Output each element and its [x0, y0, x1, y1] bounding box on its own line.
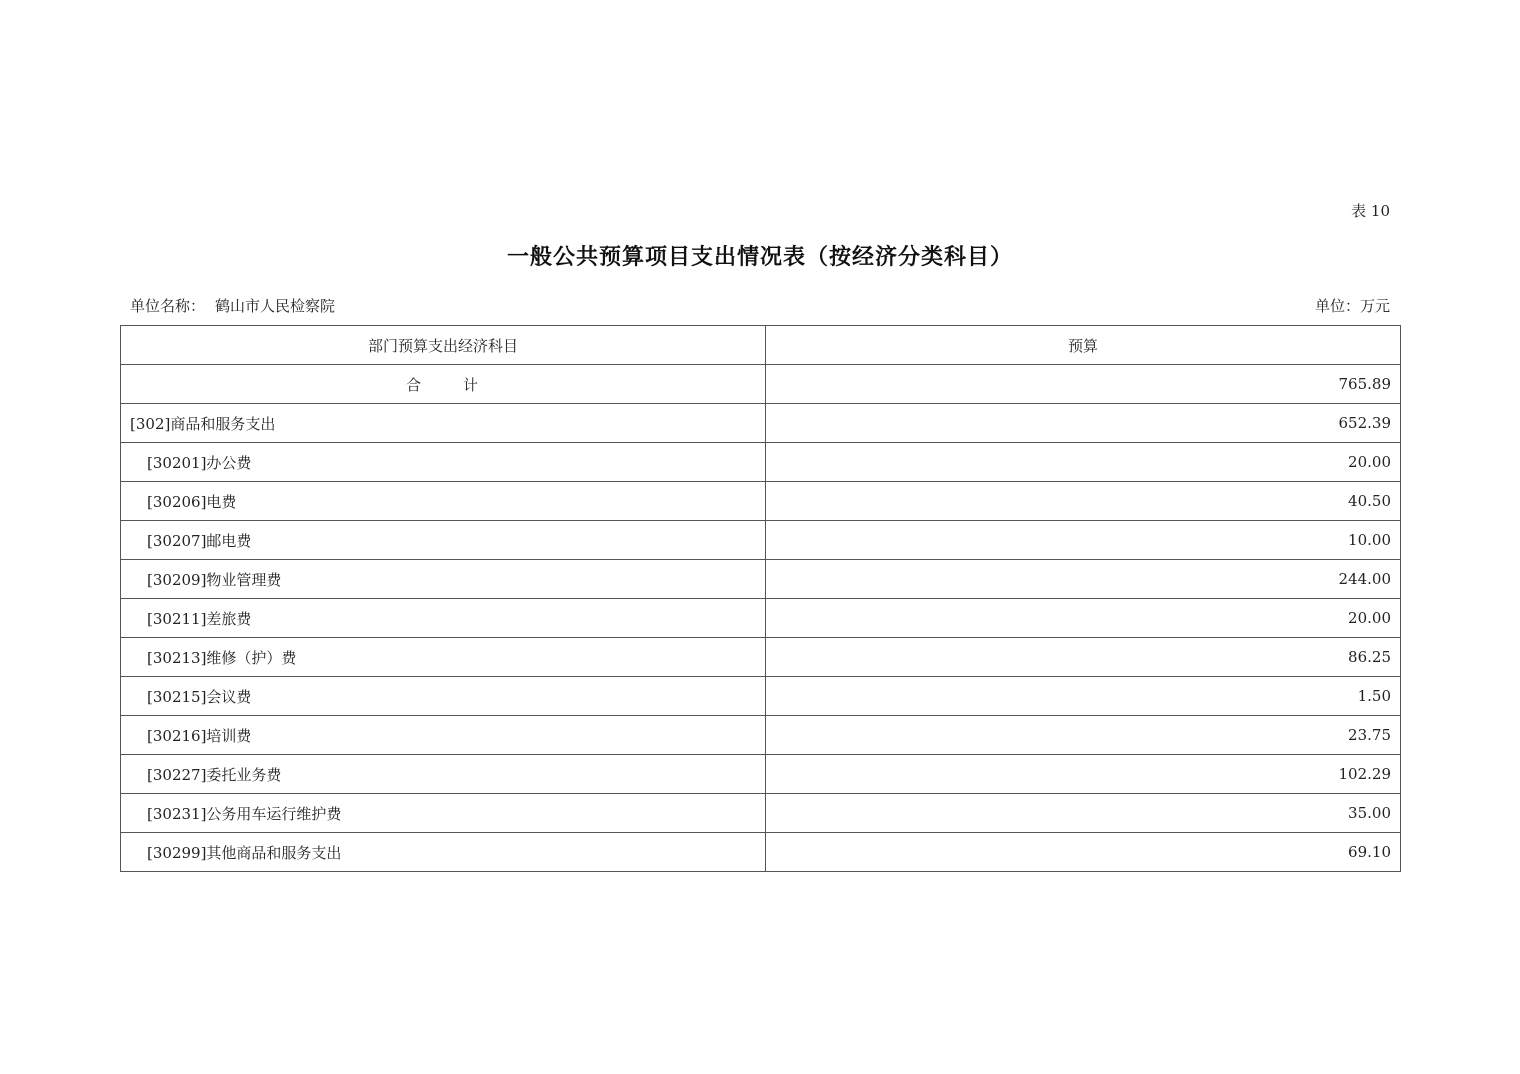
account-name: [302]商品和服务支出: [121, 404, 766, 443]
table-row: [121, 443, 1401, 482]
table-body: [121, 365, 1401, 872]
budget-amount: 35.00: [766, 794, 1401, 833]
total-label-part2: 计: [463, 375, 481, 394]
account-name: [30201]办公费: [121, 443, 766, 482]
table-row: [121, 677, 1401, 716]
account-name: [30211]差旅费: [121, 599, 766, 638]
budget-amount: 652.39: [766, 404, 1401, 443]
unit-name: 鹤山市人民检察院: [215, 297, 336, 315]
table-row: [121, 404, 1401, 443]
budget-amount: 20.00: [766, 443, 1401, 482]
budget-amount: 20.00: [766, 599, 1401, 638]
account-name: [30216]培训费: [121, 716, 766, 755]
account-name: [30213]维修（护）费: [121, 638, 766, 677]
budget-amount: 244.00: [766, 560, 1401, 599]
budget-amount: 40.50: [766, 482, 1401, 521]
budget-amount: 1.50: [766, 677, 1401, 716]
table-row: [121, 521, 1401, 560]
table-row: [121, 833, 1401, 872]
account-name: [30231]公务用车运行维护费: [121, 794, 766, 833]
total-label: [121, 365, 766, 404]
budget-amount: 10.00: [766, 521, 1401, 560]
table-row: [121, 482, 1401, 521]
currency-unit: 单位：万元: [1314, 297, 1390, 315]
table-row: [121, 716, 1401, 755]
total-amount: 765.89: [766, 365, 1401, 404]
account-name: [30227]委托业务费: [121, 755, 766, 794]
account-name: [30215]会议费: [121, 677, 766, 716]
table-row: [121, 560, 1401, 599]
account-name: [30206]电费: [121, 482, 766, 521]
unit-name-block: [130, 295, 335, 316]
header-account: 部门预算支出经济科目: [121, 326, 766, 365]
budget-amount: 86.25: [766, 638, 1401, 677]
table-row: [121, 755, 1401, 794]
table-header-row: [121, 326, 1401, 365]
document-title: 一般公共预算项目支出情况表（按经济分类科目）: [506, 244, 1013, 270]
budget-table: [120, 325, 1401, 872]
budget-amount: 23.75: [766, 716, 1401, 755]
total-row: [121, 365, 1401, 404]
total-label-part1: 合: [405, 375, 423, 394]
table-row: [121, 599, 1401, 638]
account-name: [30209]物业管理费: [121, 560, 766, 599]
unit-name-label: 单位名称：: [130, 297, 206, 315]
account-name: [30207]邮电费: [121, 521, 766, 560]
header-budget: 预算: [766, 326, 1401, 365]
table-row: [121, 794, 1401, 833]
budget-amount: 102.29: [766, 755, 1401, 794]
budget-amount: 69.10: [766, 833, 1401, 872]
account-name: [30299]其他商品和服务支出: [121, 833, 766, 872]
table-row: [121, 638, 1401, 677]
meta-row: [130, 295, 1390, 317]
table-number: 表 10: [1351, 202, 1390, 220]
